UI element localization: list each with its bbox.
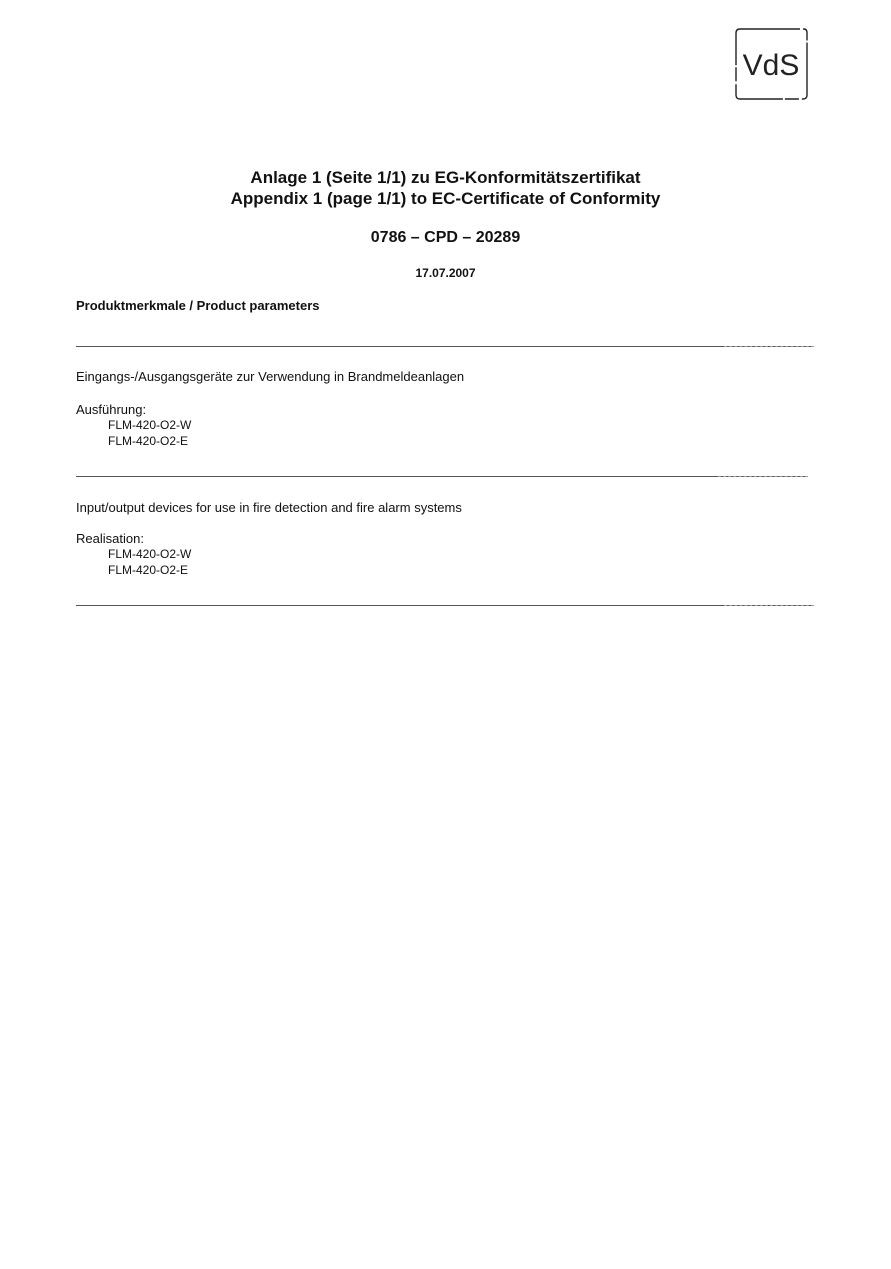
section-english-item: FLM-420-O2-W	[108, 547, 192, 561]
title-german: Anlage 1 (Seite 1/1) zu EG-Konformitätszertifikat	[250, 168, 641, 187]
divider	[76, 476, 808, 477]
product-parameters-heading: Produktmerkmale / Product parameters	[76, 298, 320, 313]
section-german-item: FLM-420-O2-W	[108, 418, 192, 432]
section-english-title: Input/output devices for use in fire detection and fire alarm systems	[76, 500, 462, 515]
vds-logo-text: VdS	[742, 49, 800, 82]
section-german-title: Eingangs-/Ausgangsgeräte zur Verwendung in Brandmeldeanlagen	[76, 369, 465, 384]
divider	[76, 346, 814, 347]
section-english-variant-label: Realisation:	[76, 531, 144, 546]
vds-logo	[734, 27, 808, 101]
divider	[76, 605, 814, 606]
section-english-item: FLM-420-O2-E	[108, 563, 189, 577]
section-german-item: FLM-420-O2-E	[108, 434, 189, 448]
certificate-date: 17.07.2007	[415, 266, 476, 280]
vds-logo-mark	[734, 27, 808, 101]
certificate-number: 0786 – CPD – 20289	[370, 229, 521, 246]
section-german-variant-label: Ausführung:	[76, 402, 147, 417]
title-english: Appendix 1 (page 1/1) to EC-Certificate of Conformity	[230, 189, 661, 208]
